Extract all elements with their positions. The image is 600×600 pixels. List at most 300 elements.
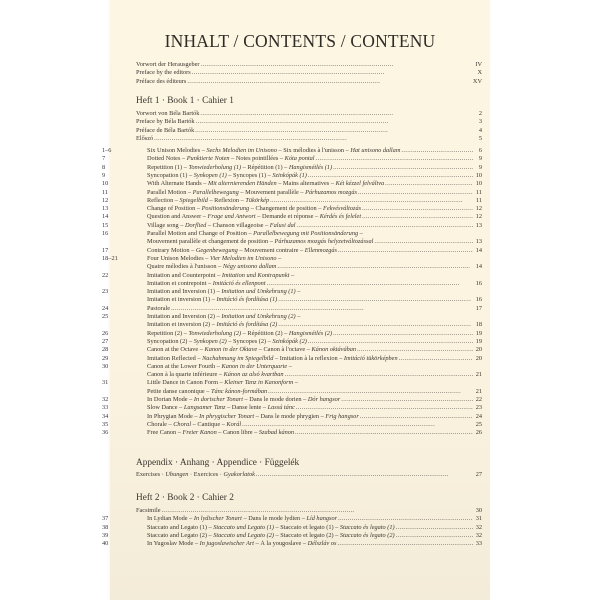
entry-text: – Imitation à la reflexion – <box>273 354 344 362</box>
page-number: 22 <box>475 396 482 403</box>
entry-text: Facsimile <box>136 507 161 514</box>
toc-entry[interactable] <box>102 196 490 205</box>
leader-dots <box>278 321 473 329</box>
entry-text: – Cantique – <box>191 420 227 428</box>
entry-title <box>147 532 395 540</box>
entry-title <box>147 429 294 437</box>
entry-title-line <box>147 429 482 437</box>
translation-text: Ellenmozgás <box>304 246 337 254</box>
page-number: 14 <box>475 263 482 271</box>
entry-title <box>147 515 337 523</box>
piece-number: 38 <box>102 523 109 531</box>
toc-entry[interactable] <box>102 155 490 163</box>
entry-title <box>147 371 284 379</box>
entry-title <box>147 164 332 172</box>
entry-text: Exercises · <box>136 471 166 478</box>
entry-text: Préface de Béla Bartók <box>136 126 195 134</box>
leader-dots <box>338 515 473 523</box>
translation-text: Frig hangsor <box>325 412 359 420</box>
translation-text: Parallelbewegung <box>192 188 239 196</box>
entry-text: – Six mélodies à l'unisson – <box>276 147 351 154</box>
book2-heading: Heft 2 · Book 2 · Cahier 2 <box>136 493 234 503</box>
entry-title-line <box>147 404 482 412</box>
page-number: 26 <box>475 429 482 437</box>
leader-dots <box>200 110 473 118</box>
translation-text: Imitation und Kontrapunkt – <box>221 271 295 279</box>
piece-number: 24 <box>102 304 109 312</box>
entry-title <box>136 118 195 126</box>
entry-title <box>147 346 356 354</box>
translation-text: Parallelbewegung mit Positionsänderung – <box>253 230 363 237</box>
piece-number: 17 <box>102 246 109 254</box>
book1-intro-entry[interactable] <box>110 110 490 118</box>
entry-text: Vorwort von Béla Bartók <box>136 110 200 117</box>
entry-title <box>136 61 200 69</box>
page-number: 18 <box>475 321 482 329</box>
translation-text: Kánon az alsó kvartban <box>223 371 284 379</box>
page-number: 3 <box>478 118 482 126</box>
toc-entry[interactable] <box>102 313 490 321</box>
entry-title-line <box>147 238 482 246</box>
entry-title <box>147 180 384 188</box>
entry-text: – Canon libre – <box>216 429 259 437</box>
book1-intro-entry[interactable] <box>110 118 490 126</box>
toc-entry[interactable] <box>102 221 490 230</box>
entry-text: – Staccato et legato (1) – <box>273 523 340 531</box>
entry-title-line <box>147 371 482 379</box>
entry-text: – Syncopes (1) – <box>226 171 273 179</box>
translation-text: Líd hangsor <box>306 515 338 523</box>
translation-text: Tánc kánon-formában <box>211 387 268 395</box>
entry-title-line <box>147 197 482 205</box>
entry-title <box>147 255 281 263</box>
piece-number: 27 <box>102 337 109 345</box>
leader-dots <box>256 471 473 479</box>
entry-title-line <box>147 532 482 540</box>
entry-text: – Staccato et legato (2) – <box>273 531 340 539</box>
entry-text: Question and Answer – <box>147 213 208 221</box>
entry-text: Imitation Reflected – <box>147 354 203 362</box>
entry-title-line <box>136 110 482 118</box>
toc-entry-continuation[interactable] <box>110 263 490 271</box>
toc-entry[interactable] <box>102 404 490 412</box>
toc-entry[interactable] <box>102 288 490 296</box>
entry-title-line <box>147 247 482 255</box>
entry-text: Imitation and Counterpoint – <box>147 271 222 279</box>
translation-text: Falusi dal <box>269 221 296 229</box>
toc-entry[interactable] <box>102 354 490 363</box>
entry-title-line <box>147 388 482 396</box>
entry-text: – Répétition (2) – <box>241 329 289 337</box>
entry-text: Reflection – <box>147 196 180 204</box>
page-number: IV <box>475 61 482 68</box>
toc-entry[interactable] <box>102 396 490 404</box>
entry-text: Change of Position – <box>147 205 202 213</box>
entry-title-line <box>147 524 482 532</box>
leader-dots <box>154 135 473 143</box>
entry-text: – Changement de position – <box>249 205 323 213</box>
page-number: 21 <box>475 371 482 379</box>
leader-dots <box>341 396 473 404</box>
translation-text: Vier Melodien im Unisono – <box>209 254 282 262</box>
appendix-entry[interactable] <box>110 471 490 479</box>
page-number: 27 <box>475 471 482 478</box>
book2-intro-entry[interactable] <box>110 507 490 515</box>
leader-dots <box>268 388 473 396</box>
entry-title-line <box>147 280 482 288</box>
toc-entry-continuation[interactable] <box>110 321 490 329</box>
piece-number: 35 <box>102 420 109 428</box>
entry-text: In Yugoslav Mode – <box>147 540 200 548</box>
leader-dots <box>308 338 473 346</box>
page-number: 30 <box>475 507 482 514</box>
entry-text: Imitation et contrepoint – <box>147 279 213 287</box>
piece-number: 33 <box>102 404 109 412</box>
page-number: 21 <box>475 387 482 395</box>
toc-entry[interactable] <box>102 362 490 371</box>
entry-title <box>147 205 361 213</box>
entry-title <box>147 263 276 271</box>
translation-text: Positionsänderung <box>201 205 250 213</box>
entry-title-line <box>136 78 482 86</box>
entry-text: – Notes pointillées – <box>229 155 285 163</box>
entry-title-line <box>147 189 482 197</box>
piece-number: 26 <box>102 329 109 337</box>
translation-text: Kleiner Tanz in Kanonform – <box>224 379 298 387</box>
page-number: 16 <box>475 296 482 304</box>
translation-text: Hangismétlés (1) <box>288 163 333 171</box>
entry-text: Contrary Motion – <box>147 246 196 254</box>
translation-text: Choral <box>173 420 192 428</box>
entry-title-line <box>136 471 482 479</box>
translation-text: Szinkópák (2) <box>272 337 307 345</box>
toc-entry[interactable] <box>102 531 490 540</box>
entry-text: · Exercices · <box>188 471 224 478</box>
page-number: 32 <box>475 523 482 531</box>
translation-text: Frage und Antwort <box>207 213 256 221</box>
leader-dots <box>195 127 473 135</box>
entry-title <box>147 363 292 371</box>
entry-text: Petite danse canonique – <box>147 387 211 395</box>
translation-text: Délszláv os <box>307 540 337 548</box>
piece-number: 34 <box>102 412 109 420</box>
entry-text: Pastorale <box>147 304 171 312</box>
entry-text: Free Canon – <box>147 429 183 437</box>
entry-title-line <box>147 147 482 155</box>
entry-title <box>147 321 277 329</box>
translation-text: Freier Kanon <box>182 429 217 437</box>
page-number: 12 <box>475 205 482 213</box>
entry-title-line <box>147 379 482 387</box>
entry-text: In Dorian Mode – <box>147 396 194 403</box>
entry-title-line <box>147 230 482 238</box>
leader-dots <box>187 78 472 86</box>
toc-entry[interactable] <box>102 147 490 155</box>
entry-title-line <box>147 296 482 304</box>
translation-text: Tükörkép <box>245 196 270 204</box>
toc-entry[interactable] <box>102 412 490 421</box>
toc-entry[interactable] <box>102 515 490 523</box>
entry-text: Staccato and Legato (1) – <box>147 523 214 531</box>
entry-title <box>147 421 241 429</box>
page-number: 10 <box>475 180 482 188</box>
translation-text: Punktierte Noten <box>186 155 230 163</box>
entry-text: With Alternate Hands – <box>147 180 208 188</box>
leader-dots <box>267 280 473 288</box>
leader-dots <box>357 346 473 354</box>
entry-title <box>136 78 186 86</box>
piece-number: 12 <box>102 196 109 204</box>
piece-number: 23 <box>102 288 109 296</box>
entry-text: – Mouvement contraire – <box>237 246 305 254</box>
translation-text: In jugoslawischer Art <box>199 540 255 548</box>
translation-text: Tonwiederholung (1) <box>188 163 242 171</box>
entry-title-line <box>147 305 482 313</box>
leader-dots <box>285 371 473 379</box>
piece-number: 16 <box>102 230 109 237</box>
toc-entry[interactable] <box>102 420 490 429</box>
page-number: 14 <box>475 246 482 254</box>
entry-title <box>147 330 332 338</box>
toc-entry[interactable] <box>102 230 490 238</box>
piece-number: 22 <box>102 271 109 279</box>
piece-number: 13 <box>102 205 109 213</box>
entry-title <box>147 540 336 548</box>
entry-text: Imitation et inversion (2) – <box>147 321 217 329</box>
page-number: 6 <box>478 147 482 154</box>
piece-number: 18–21 <box>102 254 118 262</box>
translation-text: Imitation und Umkehrung (1) – <box>221 288 301 296</box>
entry-text: Six Unison Melodies – <box>147 147 207 154</box>
entry-text: – Mains alternatives – <box>276 180 336 188</box>
entry-title-line <box>147 180 482 188</box>
translation-text: Kérdés és felelet <box>319 213 362 221</box>
translation-text: Dorflied <box>184 221 207 229</box>
entry-title <box>136 110 199 118</box>
toc-entry-continuation[interactable] <box>110 296 490 304</box>
toc-entry[interactable] <box>102 254 490 263</box>
entry-text: Four Unison Melodies – <box>147 254 210 262</box>
entry-title <box>147 272 294 280</box>
page-number: 5 <box>478 134 482 142</box>
leader-dots <box>316 155 473 163</box>
page-number: 32 <box>475 531 482 539</box>
translation-text: Nachahmung im Spiegelbild <box>202 354 274 362</box>
translation-text: Übungen <box>165 471 189 478</box>
entry-text: Quatre mélodies à l'unisson – <box>147 263 223 271</box>
book1-heading: Heft 1 · Book 1 · Cahier 1 <box>136 96 234 106</box>
leader-dots <box>278 296 473 304</box>
toc-entry-continuation[interactable] <box>110 388 490 396</box>
translation-text: Négy unisono dallam <box>222 263 277 271</box>
leader-dots <box>362 213 473 221</box>
leader-dots <box>196 118 473 126</box>
translation-text: Langsamer Tanz <box>183 404 226 412</box>
page-title: INHALT / CONTENTS / CONTENU <box>164 31 436 51</box>
toc-entry[interactable] <box>102 540 490 548</box>
piece-number: 30 <box>102 362 109 370</box>
entry-text: Parallel Motion – <box>147 188 193 196</box>
translation-text: In dorischer Tonart <box>193 396 243 403</box>
piece-number: 39 <box>102 531 109 539</box>
toc-entry-continuation[interactable] <box>110 238 490 246</box>
entry-text: – Demande et réponse – <box>255 213 320 221</box>
toc-entry[interactable] <box>102 429 490 437</box>
front-matter-entry[interactable] <box>110 61 490 69</box>
page-number: XV <box>472 77 482 85</box>
piece-number: 29 <box>102 354 109 362</box>
leader-dots <box>270 197 473 205</box>
book1-intro-entry[interactable] <box>110 135 490 143</box>
entry-title-line <box>147 413 482 421</box>
piece-number: 28 <box>102 346 109 354</box>
entry-text: – Mouvement parallèle – <box>238 188 306 196</box>
entry-title <box>147 296 277 304</box>
translation-text: Imitáció tükörképben <box>343 354 398 362</box>
entry-title-line <box>147 213 482 221</box>
toc-entry[interactable] <box>102 205 490 213</box>
entry-title-line <box>147 255 482 263</box>
toc-entry[interactable] <box>102 213 490 221</box>
page-number: 13 <box>475 221 482 229</box>
page-number: 19 <box>475 337 482 345</box>
leader-dots <box>201 61 473 69</box>
entry-title <box>147 213 361 221</box>
entry-text: Dotted Notes – <box>147 155 187 163</box>
entry-title-line <box>136 507 482 515</box>
book-page <box>102 0 490 600</box>
toc-entry[interactable] <box>102 329 490 338</box>
page-number: 2 <box>478 110 482 117</box>
page-number: 20 <box>475 346 482 354</box>
front-matter-entry[interactable] <box>110 78 490 86</box>
toc-entry[interactable] <box>102 304 490 313</box>
entry-text: Little Dance in Canon Form – <box>147 379 225 387</box>
entry-title <box>147 155 315 163</box>
translation-text: Dór hangsor <box>307 396 341 403</box>
toc-entry-continuation[interactable] <box>110 371 490 379</box>
toc-entry-continuation[interactable] <box>110 280 490 288</box>
leader-dots <box>337 540 473 548</box>
toc-entry[interactable] <box>102 188 490 197</box>
entry-text: Chorale – <box>147 420 174 428</box>
page-number: 10 <box>475 171 482 179</box>
toc-entry[interactable] <box>102 163 490 172</box>
entry-text: Village song – <box>147 221 185 229</box>
translation-text: Synkopen (2) <box>193 337 227 345</box>
entry-text: Imitation et inversion (1) – <box>147 296 217 304</box>
toc-entry[interactable] <box>102 523 490 532</box>
translation-text: Fekvésváltozás <box>322 205 362 213</box>
toc-entry[interactable] <box>102 271 490 280</box>
leader-dots <box>362 205 473 213</box>
page-number: 33 <box>475 540 482 548</box>
entry-title-line <box>147 272 482 280</box>
leader-dots <box>374 238 473 246</box>
entry-text: In Lydian Mode – <box>147 515 194 523</box>
leader-dots <box>396 532 473 540</box>
page-number: 12 <box>475 213 482 221</box>
entry-title-line <box>136 118 482 126</box>
entry-title <box>147 147 400 155</box>
leader-dots <box>333 164 473 172</box>
toc-entry[interactable] <box>102 246 490 255</box>
entry-text: Canon à la quarte inférieure – <box>147 371 224 379</box>
entry-title <box>147 413 359 421</box>
translation-text: Staccato és legato (2) <box>339 531 395 539</box>
leader-dots <box>396 524 473 532</box>
book1-intro-entry[interactable] <box>110 127 490 135</box>
translation-text: Tonwiederholung (2) <box>188 329 242 337</box>
entry-title <box>147 355 398 363</box>
translation-text: Imitáció és fordítása (1) <box>216 296 278 304</box>
translation-text: Korál <box>226 420 242 428</box>
toc-entry[interactable] <box>102 171 490 180</box>
entry-title-line <box>147 540 482 548</box>
entry-text: Canon at the Octave – <box>147 346 205 354</box>
entry-text: Mouvement parallèle et changement de position – <box>147 238 275 246</box>
page-number: 9 <box>478 163 482 171</box>
entry-title <box>147 230 363 238</box>
entry-title <box>147 222 296 230</box>
translation-text: Sechs Melodien im Unisono <box>206 147 277 154</box>
entry-title-line <box>147 355 482 363</box>
translation-text: Hat unisono dallam <box>350 147 401 154</box>
leader-dots <box>192 69 473 77</box>
front-matter-entry[interactable] <box>110 69 490 77</box>
entry-title <box>147 305 170 313</box>
leader-dots <box>297 222 474 230</box>
entry-text: In Phrygian Mode – <box>147 412 200 420</box>
entry-title <box>136 127 194 135</box>
leader-dots <box>161 507 473 515</box>
translation-text: Staccato und Legato (2) <box>213 531 274 539</box>
page-number: 11 <box>475 196 482 204</box>
entry-title-line <box>147 396 482 404</box>
entry-text: Staccato and Legato (2) – <box>147 531 214 539</box>
translation-text: Lassú tánc <box>267 404 295 412</box>
piece-number: 32 <box>102 396 109 403</box>
toc-entry[interactable] <box>102 346 490 354</box>
entry-title <box>147 404 295 412</box>
translation-text: Imitáció és fordítása (2) <box>216 321 278 329</box>
entry-text: – Canon à l'octave – <box>257 346 312 354</box>
leader-dots <box>399 355 473 363</box>
entry-title-line <box>147 338 482 346</box>
entry-text: Slow Dance – <box>147 404 184 412</box>
leader-dots <box>242 421 473 429</box>
translation-text: Synkopen (1) <box>193 171 227 179</box>
entry-title <box>136 507 160 515</box>
toc-entry[interactable] <box>102 379 490 387</box>
entry-title <box>147 172 307 180</box>
toc-entry[interactable] <box>102 180 490 188</box>
entry-text: – Danse lente – <box>225 404 268 412</box>
entry-title <box>147 396 340 404</box>
piece-number: 37 <box>102 515 109 523</box>
entry-text: – Syncopes (2) – <box>226 337 273 345</box>
translation-text: Kóta pontal <box>284 155 315 163</box>
toc-entry[interactable] <box>102 337 490 346</box>
translation-text: Szinkópák (1) <box>272 171 307 179</box>
entry-title <box>136 135 153 143</box>
leader-dots <box>358 189 473 197</box>
page-number: 20 <box>475 354 482 362</box>
page-number: 16 <box>475 279 482 287</box>
piece-number: 25 <box>102 313 109 320</box>
translation-text: Imitáció és ellenpont <box>212 279 266 287</box>
entry-title-line <box>147 263 482 271</box>
